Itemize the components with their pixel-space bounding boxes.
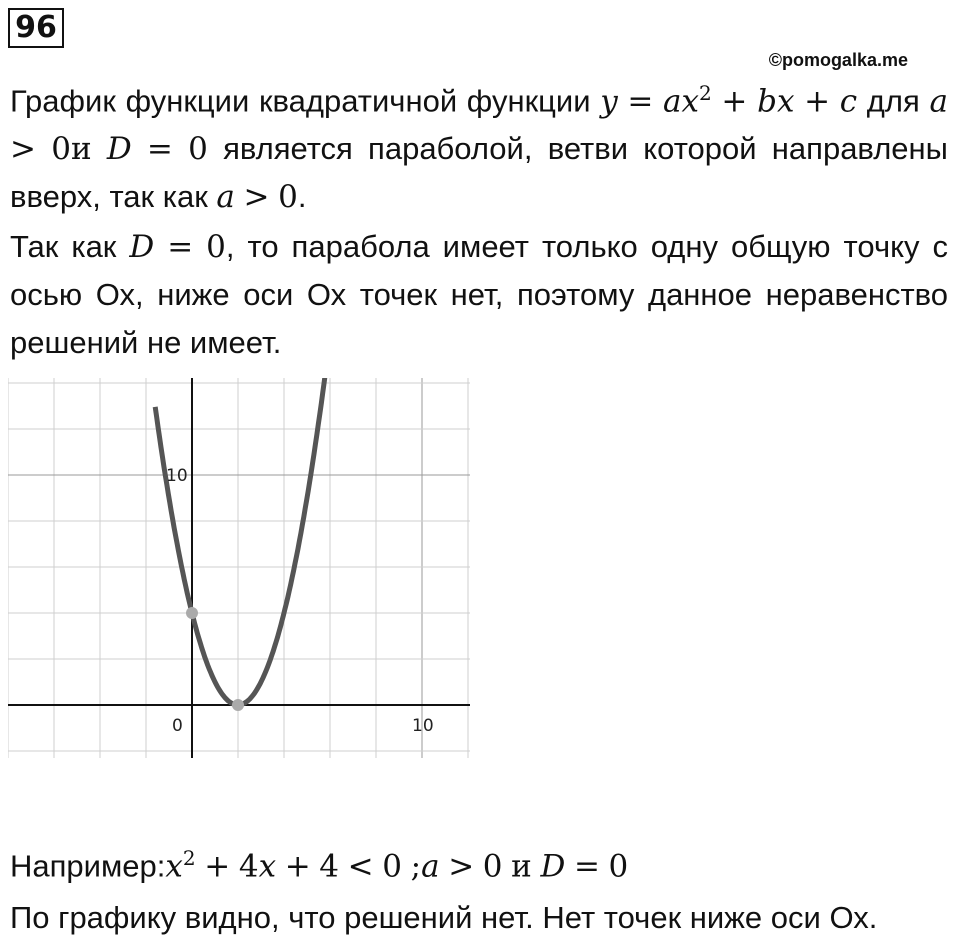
example-exp: 2	[182, 846, 196, 870]
cond-zero: 0	[51, 131, 71, 168]
tick-labels	[166, 466, 434, 736]
para2-zero: 0	[206, 229, 226, 265]
cond-gt: >	[10, 131, 36, 168]
paragraph-1	[10, 69, 948, 221]
formula-exp: 2	[699, 81, 712, 105]
para1-period: .	[297, 179, 307, 215]
paragraph-2	[10, 223, 948, 367]
example-and: и	[511, 848, 532, 885]
para2-D: D	[129, 229, 155, 265]
y-tick-label-10: 10	[166, 466, 188, 486]
para2-eq: =	[167, 229, 194, 265]
task-number: 96	[8, 8, 64, 48]
cond2-a: a	[216, 179, 235, 216]
example-semicolon: ;	[410, 848, 422, 885]
marked-point-0	[186, 607, 198, 619]
formula-plus-2: +	[804, 83, 831, 120]
formula-eq: =	[627, 83, 654, 120]
x-tick-label-0: 0	[172, 716, 183, 736]
example-zero-2: 0	[482, 848, 503, 885]
example-label: Например:	[10, 848, 166, 884]
formula-c: c	[839, 83, 858, 120]
parabola-graph	[8, 378, 470, 758]
formula-x2: x	[776, 83, 795, 120]
cond-D: D	[106, 131, 132, 168]
cond2-zero: 0	[278, 179, 298, 216]
example-D: D	[540, 848, 566, 885]
example-gt: >	[448, 848, 475, 885]
cond-eq: =	[146, 131, 173, 168]
formula-plus-1: +	[721, 83, 748, 120]
para1-text-b: является параболой, ветви которой направлены вверх, так как	[10, 131, 948, 215]
example-x: x	[165, 848, 183, 885]
formula-b: b	[757, 83, 777, 120]
formula-x: x	[681, 83, 700, 120]
para1-text-a: График функции квадратичной функции	[10, 83, 591, 119]
x-tick-label-10: 10	[412, 716, 434, 736]
example-a: a	[421, 848, 440, 885]
example-zero: 0	[382, 848, 402, 885]
formula-a: a	[663, 83, 682, 120]
example-eq: =	[573, 848, 600, 885]
example-four-2: 4	[319, 848, 340, 885]
watermark: ©pomogalka.me	[768, 50, 908, 70]
example-line	[10, 836, 628, 888]
cond2-gt: >	[243, 179, 270, 216]
example-plus-1: +	[204, 848, 231, 885]
conclusion: По графику видно, что решений нет. Нет точек ниже оси Ох.	[10, 900, 878, 935]
example-zero-3: 0	[608, 848, 629, 885]
marked-point-1	[232, 699, 244, 711]
cond-and: и	[70, 131, 92, 168]
cond-zero-2: 0	[188, 131, 208, 168]
cond-a: a	[929, 83, 948, 120]
parabola-curve	[155, 378, 330, 705]
example-lt: <	[347, 848, 374, 885]
example-four-1: 4	[238, 848, 259, 885]
example-plus-2: +	[284, 848, 311, 885]
para2-text-b: , то парабола имеет только одну общую точку с осью Ох, ниже оси Ох точек нет, поэтому данное неравенство решений не имеет.	[10, 229, 948, 360]
formula-y: y	[600, 83, 618, 120]
example-x2: x	[258, 848, 277, 885]
para1-text-for: для	[866, 83, 920, 119]
para2-text-a: Так как	[10, 229, 117, 264]
